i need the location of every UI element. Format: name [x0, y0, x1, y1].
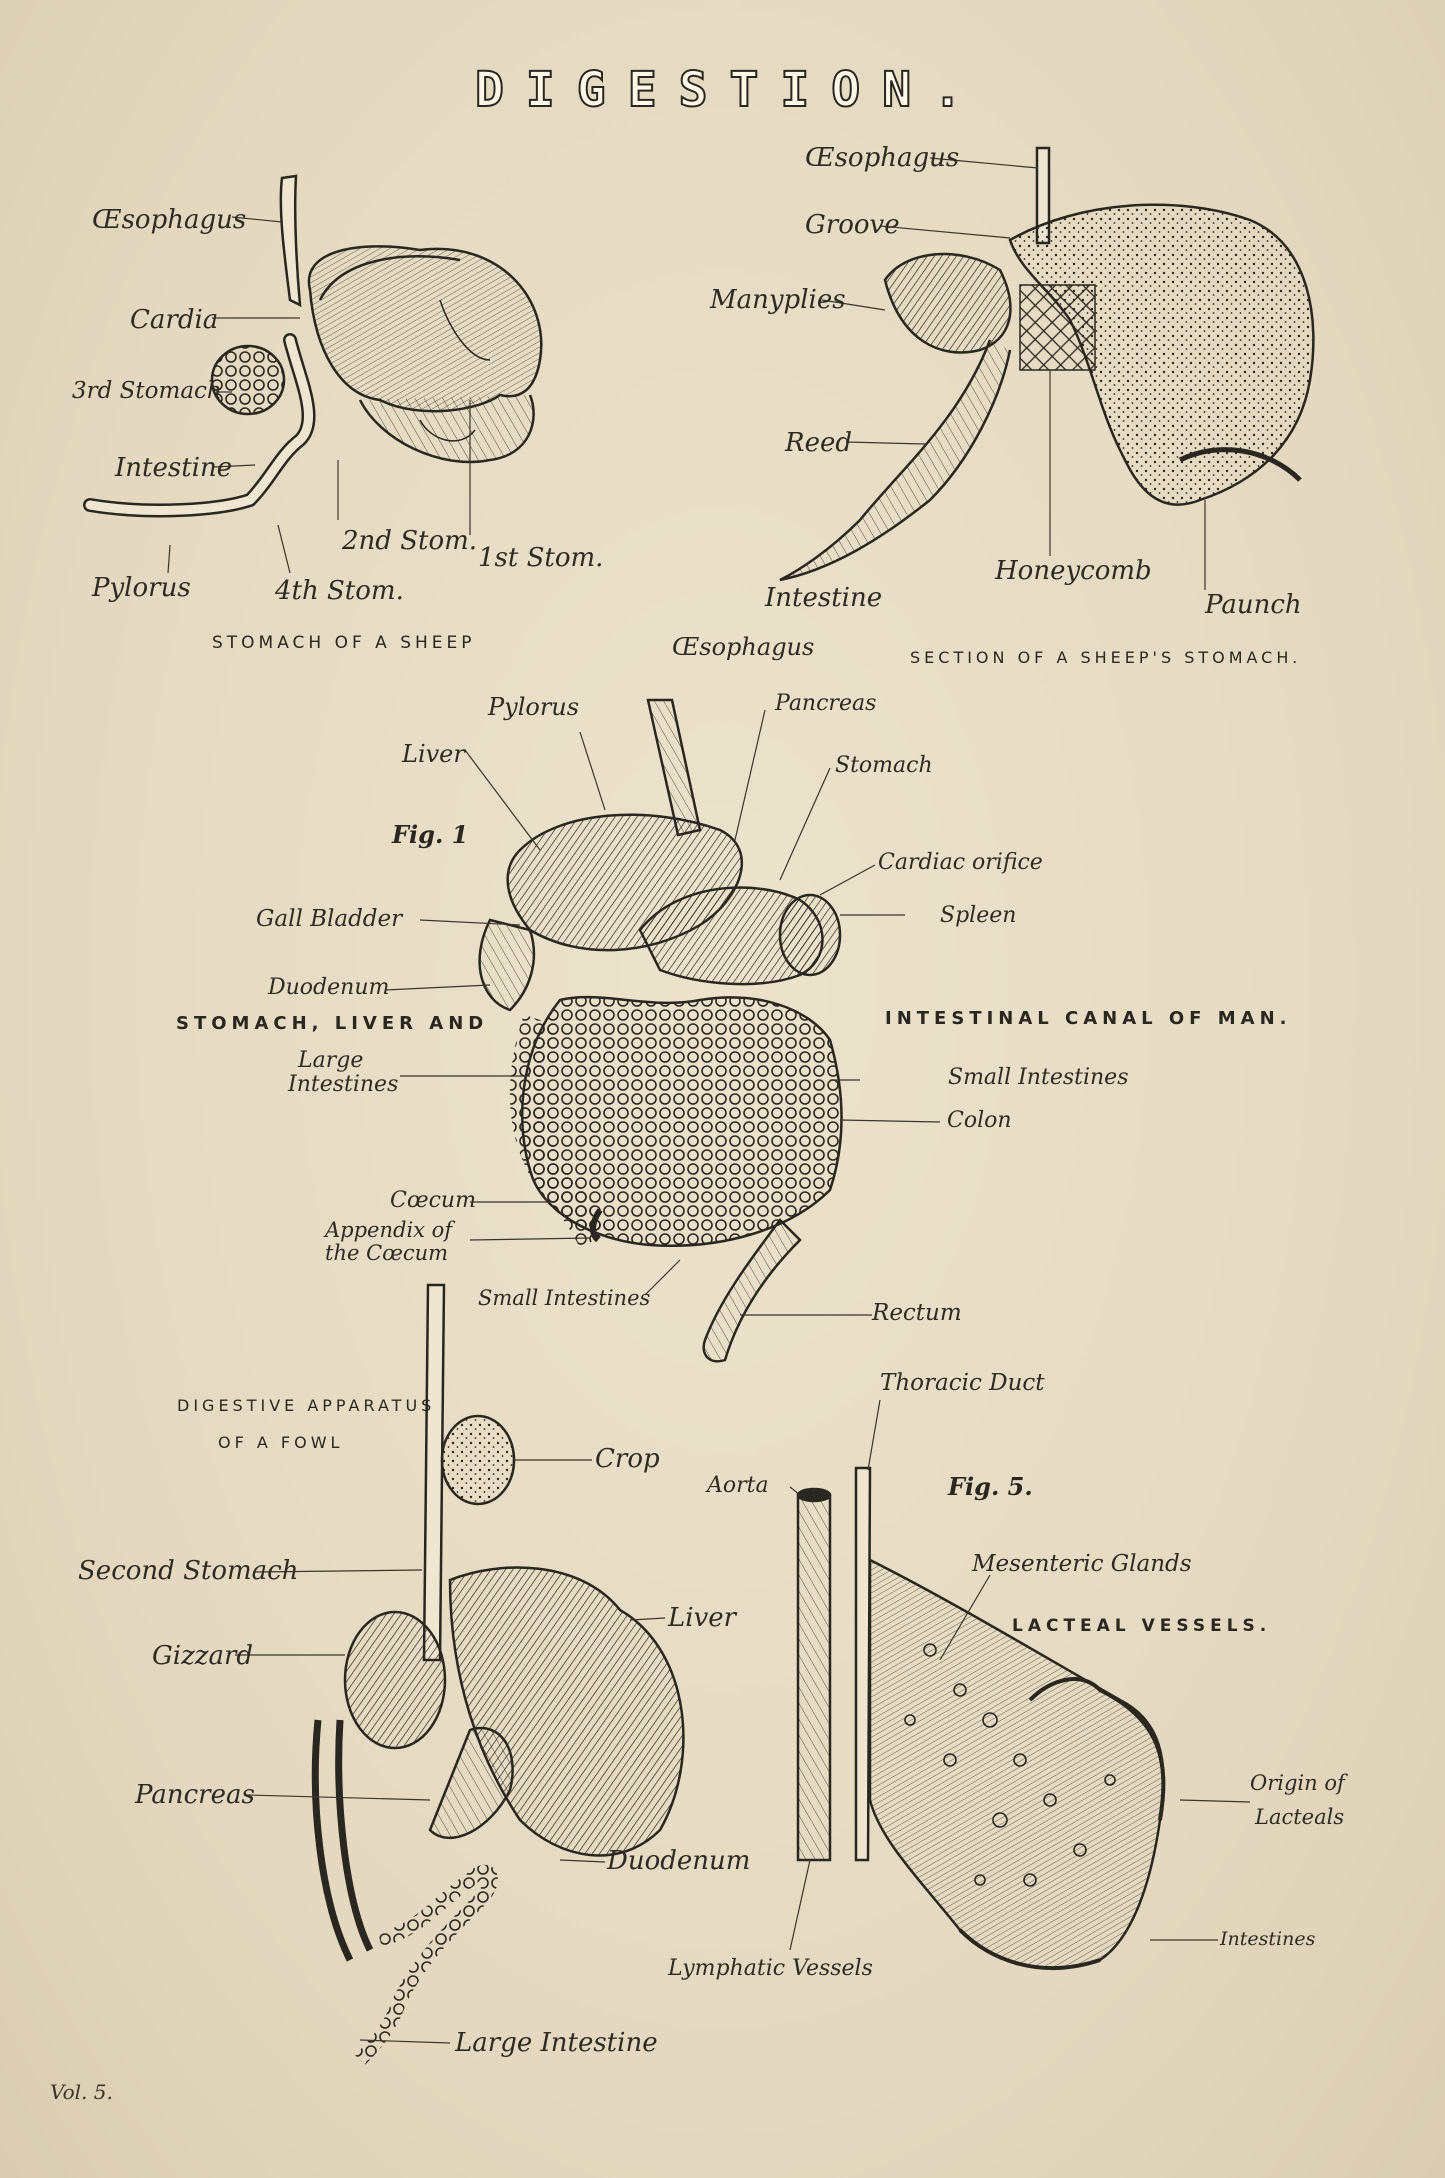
label-man-large-intestines-1: Large	[298, 1048, 364, 1073]
label-lacteal-origin-1: Origin of	[1250, 1771, 1345, 1795]
label-sheep-pylorus: Pylorus	[92, 573, 191, 603]
label-man-duodenum: Duodenum	[268, 975, 390, 1000]
lacteal-vessels-drawing	[798, 1468, 1164, 1968]
label-fowl-liver: Liver	[668, 1603, 737, 1633]
label-fowl-gizzard: Gizzard	[152, 1641, 254, 1671]
human-digestive-drawing	[480, 700, 842, 1361]
label-man-caecum: Cœcum	[390, 1188, 476, 1213]
label-lacteal-thoracic-duct: Thoracic Duct	[880, 1370, 1045, 1396]
label-section-manyplies: Manyplies	[710, 285, 846, 315]
label-man-oesophagus: Œsophagus	[672, 633, 815, 661]
label-lacteal-mesenteric-glands: Mesenteric Glands	[972, 1551, 1192, 1577]
label-sheep-fourth-stom: 4th Stom.	[275, 576, 404, 606]
label-man-large-intestines-2: Intestines	[288, 1072, 399, 1097]
label-man-cardiac-orifice: Cardiac orifice	[878, 850, 1043, 875]
label-lacteal-intestines: Intestines	[1220, 1928, 1316, 1950]
label-man-rectum: Rectum	[872, 1300, 962, 1326]
label-sheep-second-stom: 2nd Stom.	[342, 526, 478, 556]
label-section-honeycomb: Honeycomb	[995, 556, 1152, 586]
caption-fowl-1: DIGESTIVE APPARATUS	[177, 1396, 436, 1415]
label-man-gall-bladder: Gall Bladder	[256, 906, 403, 932]
label-sheep-cardia: Cardia	[130, 305, 219, 335]
volume-number: Vol. 5.	[50, 2080, 113, 2104]
caption-lacteal-vessels: LACTEAL VESSELS.	[1012, 1616, 1272, 1636]
label-man-liver: Liver	[402, 740, 465, 768]
label-sheep-intestine: Intestine	[115, 453, 233, 483]
label-section-reed: Reed	[785, 428, 852, 458]
label-sheep-first-stom: 1st Stom.	[478, 543, 604, 573]
label-man-stomach: Stomach	[835, 753, 933, 778]
label-section-intestine: Intestine	[765, 583, 883, 613]
label-sheep-third-stomach: 3rd Stomach	[72, 378, 222, 404]
plate-title: DIGESTION.	[475, 62, 984, 118]
label-man-pylorus: Pylorus	[488, 693, 580, 721]
label-man-spleen: Spleen	[940, 903, 1017, 928]
label-fowl-second-stomach: Second Stomach	[78, 1556, 299, 1586]
label-man-small-intestines-bottom: Small Intestines	[478, 1286, 651, 1310]
label-man-colon: Colon	[947, 1108, 1012, 1133]
label-fowl-pancreas: Pancreas	[135, 1780, 255, 1810]
caption-section-sheep-stomach: SECTION OF A SHEEP'S STOMACH.	[910, 648, 1302, 667]
caption-man-left: STOMACH, LIVER AND	[176, 1013, 489, 1034]
label-fowl-duodenum: Duodenum	[607, 1846, 751, 1876]
label-sheep-oesophagus: Œsophagus	[92, 205, 247, 235]
caption-fowl-2: OF A FOWL	[218, 1433, 344, 1452]
fig-5-label: Fig. 5.	[948, 1472, 1033, 1501]
label-man-pancreas: Pancreas	[775, 691, 877, 716]
label-section-oesophagus: Œsophagus	[805, 143, 960, 173]
label-section-groove: Groove	[805, 210, 900, 240]
caption-man-right: INTESTINAL CANAL OF MAN.	[885, 1008, 1292, 1029]
label-man-appendix-2: the Cœcum	[325, 1241, 449, 1265]
label-fowl-large-intestine: Large Intestine	[455, 2028, 658, 2058]
fig-1-label: Fig. 1	[392, 820, 469, 849]
label-lacteal-aorta: Aorta	[707, 1473, 769, 1498]
label-section-paunch: Paunch	[1205, 590, 1302, 620]
label-fowl-crop: Crop	[595, 1444, 660, 1474]
label-man-appendix-1: Appendix of	[325, 1218, 453, 1242]
caption-stomach-of-sheep: STOMACH OF A SHEEP	[212, 633, 476, 653]
label-man-small-intestines-right: Small Intestines	[948, 1065, 1129, 1090]
label-lacteal-lymphatic-vessels: Lymphatic Vessels	[668, 1956, 873, 1981]
label-lacteal-origin-2: Lacteals	[1255, 1805, 1345, 1829]
